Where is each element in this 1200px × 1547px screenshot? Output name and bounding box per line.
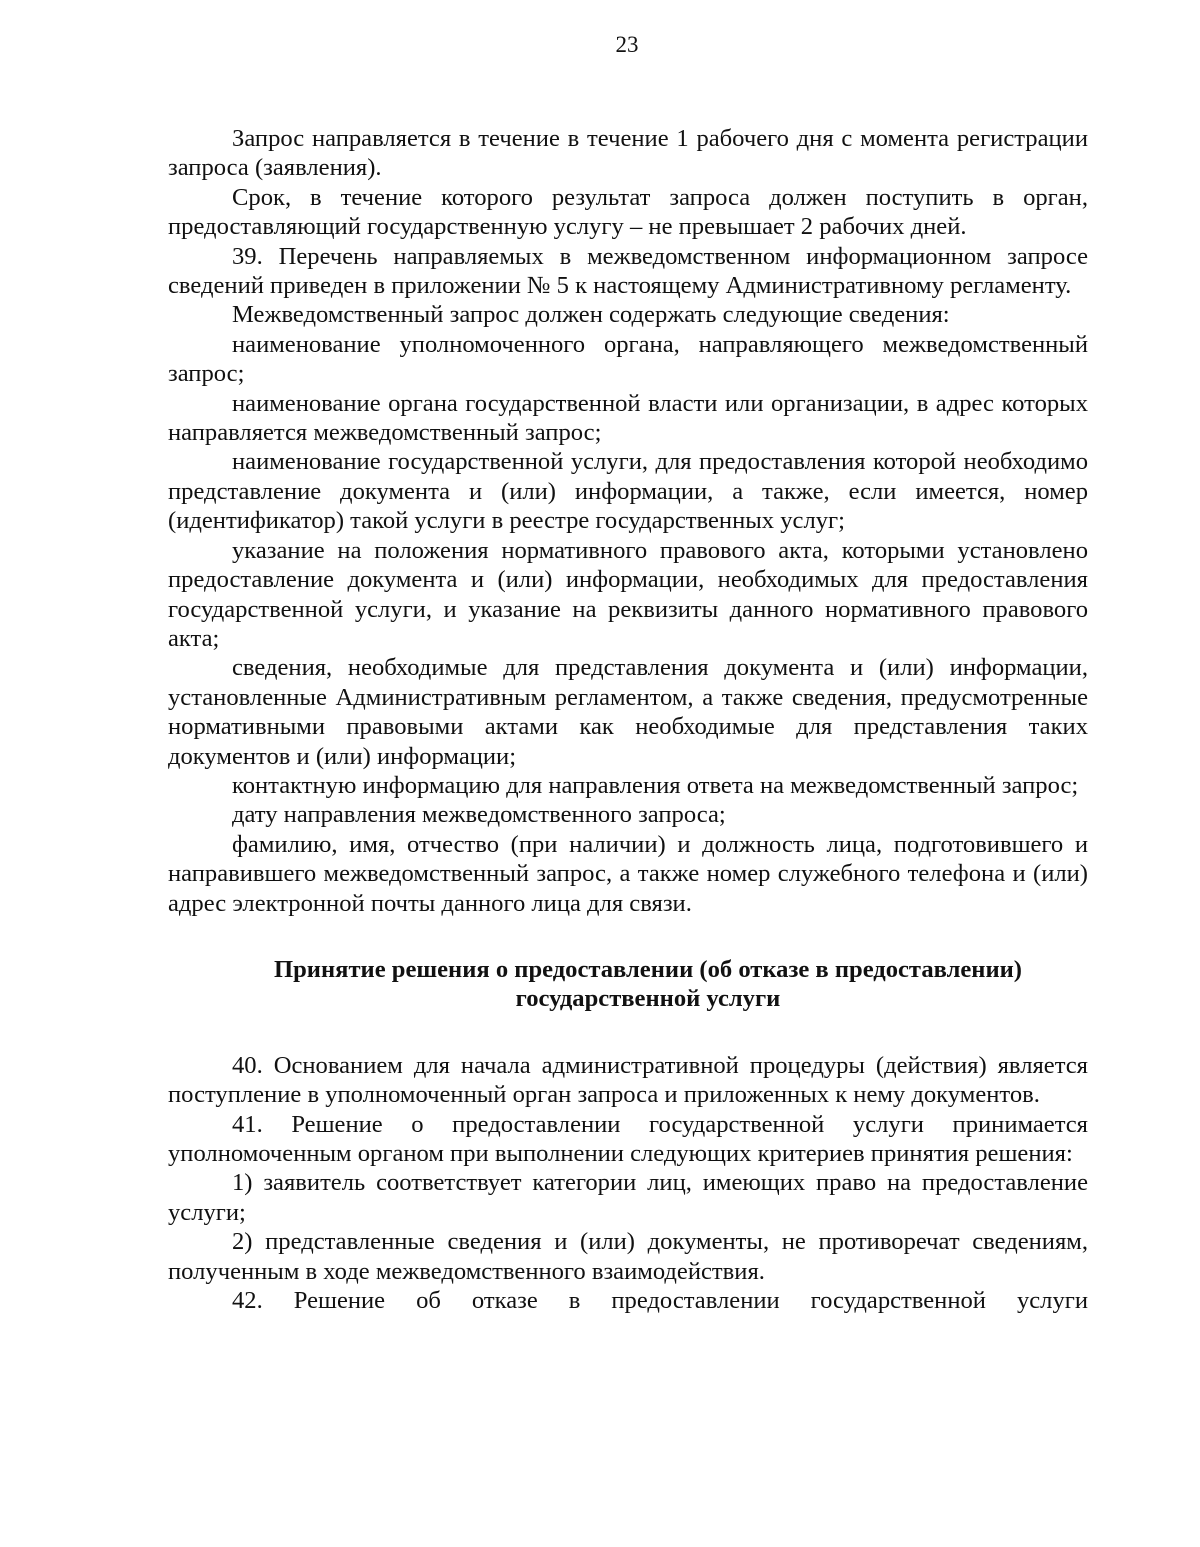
list-item-recipient-name: наименование органа государственной власти или организации, в адрес которых направляется межведомственный запрос; (168, 389, 1088, 447)
page-number: 23 (615, 32, 639, 57)
section-heading-line-1: Принятие решения о предоставлении (об отказе в предоставлении) (274, 955, 1022, 983)
list-item-service-name: наименование государственной услуги, для предоставления которой необходимо представление документа и (или) информации, а также, если имеется, номер (идентификатор) такой услуги в реестре государственных услуг; (168, 448, 1088, 535)
paragraph-42: 42. Решение об отказе в предоставлении государственной услуги (232, 1287, 1088, 1315)
paragraph-41: 41. Решение о предоставлении государственной услуги принимается уполномоченным органом при выполнении следующих критериев принятия решения: (168, 1110, 1088, 1167)
paragraph-request-deadline: Запрос направляется в течение в течение 1 рабочего дня с момента регистрации запроса (заявления). (168, 125, 1088, 182)
paragraph-39: 39. Перечень направляемых в межведомственном информационном запросе сведений приведен в приложении № 5 к настоящему Административному регламенту. (168, 242, 1088, 300)
paragraph-response-term: Срок, в течение которого результат запроса должен поступить в орган, предоставляющий государственную услугу – не превышает 2 рабочих дней. (168, 183, 1088, 241)
section-heading (168, 955, 1088, 1014)
section-heading-line-2: государственной услуги (515, 985, 781, 1013)
list-item-responsible-person: фамилию, имя, отчество (при наличии) и должность лица, подготовившего и направившего межведомственный запрос, а также номер служебного телефона и (или) адрес электронной почты данного лица для связи. (168, 830, 1088, 917)
paragraph-40: 40. Основанием для начала административной процедуры (действия) является поступление в уполномоченный орган запроса и приложенных к нему документов. (168, 1051, 1088, 1109)
document-body (168, 124, 1088, 1315)
list-item-authority-name: наименование уполномоченного органа, направляющего межведомственный запрос; (168, 330, 1088, 388)
list-item-request-date: дату направления межведомственного запроса; (232, 801, 726, 829)
list-item-contact-info: контактную информацию для направления ответа на межведомственный запрос; (232, 771, 1079, 799)
paragraph-request-contents: Межведомственный запрос должен содержать следующие сведения: (232, 301, 950, 329)
criterion-1: 1) заявитель соответствует категории лиц, имеющих право на предоставление услуги; (168, 1169, 1088, 1226)
criterion-2: 2) представленные сведения и (или) документы, не противоречат сведениям, полученным в ходе межведомственного взаимодействия. (168, 1228, 1088, 1285)
list-item-required-info: сведения, необходимые для представления документа и (или) информации, установленные Административным регламентом, а также сведения, предусмотренные нормативными правовыми актами как необходимые для представления таких документов и (или) информации; (168, 654, 1088, 770)
list-item-legal-act: указание на положения нормативного правового акта, которыми установлено предоставление документа и (или) информации, необходимых для предоставления государственной услуги, и указание на реквизиты данного нормативного правового акта; (168, 536, 1088, 652)
